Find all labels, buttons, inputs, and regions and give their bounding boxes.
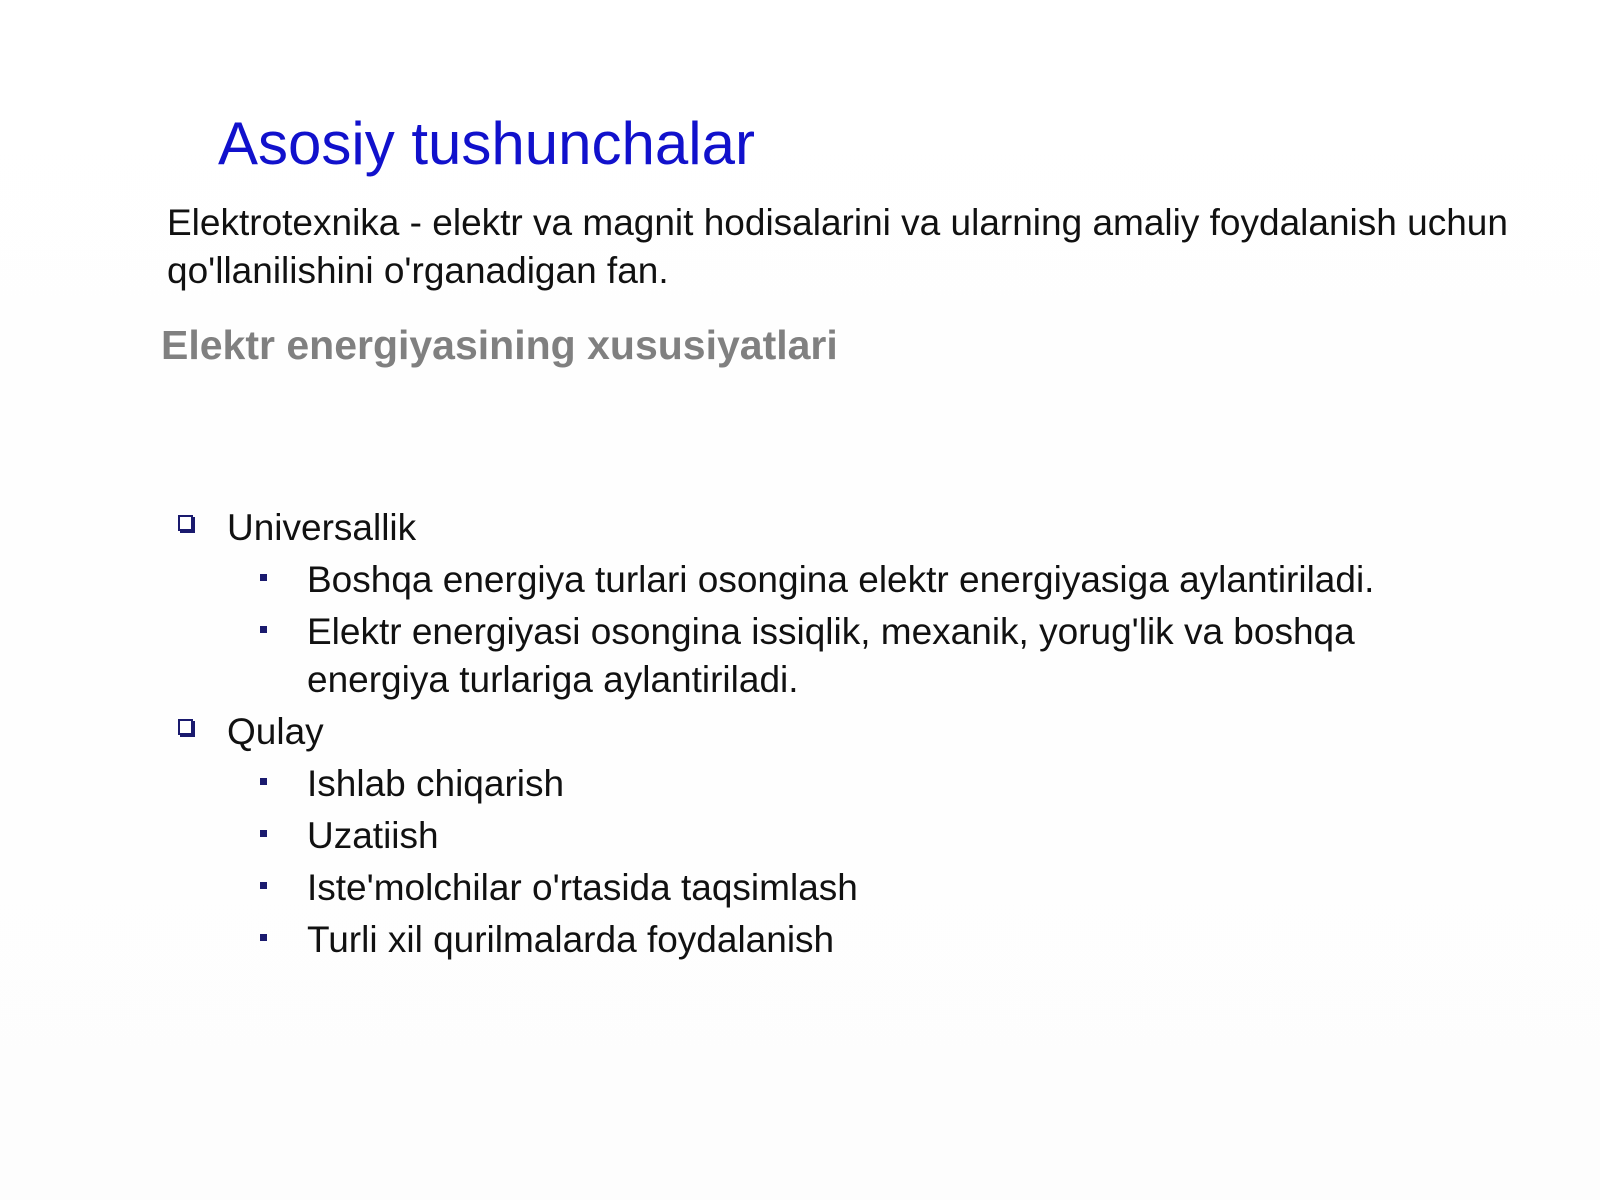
list-item — [178, 504, 1478, 552]
intro-paragraph: Elektrotexnika - elektr va magnit hodisalarini va ularning amaliy foydalanish uchun qo'llanilishini o'rganadigan fan. — [167, 202, 1508, 291]
section-subheading: Elektr energiyasining xususiyatlari — [161, 322, 838, 368]
slide-title: Asosiy tushunchalar — [218, 110, 755, 177]
sub-list-item-text: Ishlab chiqarish — [307, 763, 565, 804]
sub-list-item — [258, 812, 1478, 860]
bullet-list — [178, 504, 1478, 968]
sub-list-item — [258, 556, 1478, 604]
list-item — [178, 708, 1478, 756]
sub-list-item-text: Boshqa energiya turlari osongina elektr energiyasiga aylantiriladi. — [307, 559, 1375, 600]
hollow-square-bullet-icon — [178, 515, 193, 531]
sub-list-item-text: Uzatiish — [307, 815, 439, 856]
sub-list-item — [258, 864, 1478, 912]
list-item-label: Universallik — [227, 507, 417, 548]
small-square-bullet-icon — [260, 830, 267, 837]
hollow-square-bullet-icon — [178, 719, 193, 735]
sub-list-item — [258, 760, 1478, 808]
small-square-bullet-icon — [260, 882, 267, 889]
sub-list-item-text: Turli xil qurilmalarda foydalanish — [307, 919, 835, 960]
list-item-label: Qulay — [227, 711, 324, 752]
sub-list-item-text: Elektr energiyasi osongina issiqlik, mexanik, yorug'lik va boshqa energiya turlariga aylantiriladi. — [307, 611, 1355, 700]
sub-list-item — [258, 608, 1478, 704]
sub-list-item — [258, 916, 1478, 964]
small-square-bullet-icon — [260, 574, 267, 581]
small-square-bullet-icon — [260, 778, 267, 785]
small-square-bullet-icon — [260, 934, 267, 941]
small-square-bullet-icon — [260, 626, 267, 633]
sub-list-item-text: Iste'molchilar o'rtasida taqsimlash — [307, 867, 858, 908]
